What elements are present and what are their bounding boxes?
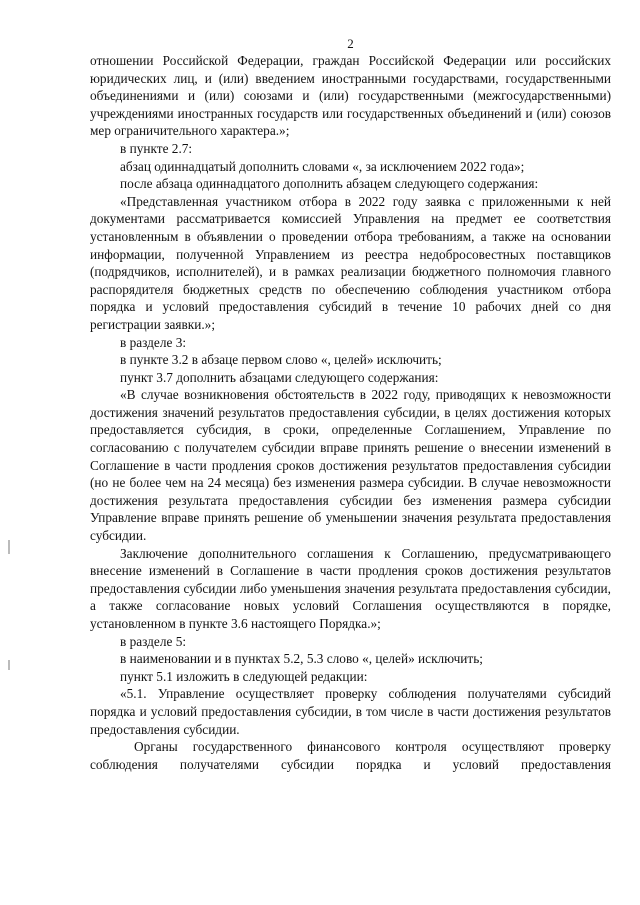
paragraph: пункт 5.1 изложить в следующей редакции: <box>120 668 368 684</box>
paragraph: Заключение дополнительного соглашения к Соглашению, предусматривающего внесение изменений в Соглашение в части продления сроков достижения результатов предоставления субсидии либо уменьшения значения результата предоставления субсидии, а также согласование новых условий Соглашения осуществляются в порядке, установленном в пункте 3.6 настоящего Порядка.»; <box>90 545 611 631</box>
scan-edge-mark <box>8 540 10 554</box>
paragraph: в пункте 2.7: <box>120 140 193 156</box>
page-number: 2 <box>347 36 354 51</box>
paragraph: пункт 3.7 дополнить абзацами следующего содержания: <box>120 369 439 385</box>
paragraph: в разделе 3: <box>120 334 187 350</box>
scan-edge-mark <box>8 660 10 670</box>
paragraph: «Представленная участником отбора в 2022 году заявка с приложенными к ней документами рассматривается комиссией Управления на предмет ее соответствия установленным в объявлении о проведении отбора требованиям, а также на основании информации, полученной Управлением из реестра недобросовестных поставщиков (подрядчиков, исполнителей), и в рамках реализации бюджетного полномочия главного распорядителя бюджетных средств по обеспечению соблюдения участником отбора порядка и условий предоставления субсидий в течение 10 рабочих дней со дня регистрации заявки.»; <box>90 193 611 332</box>
paragraph: «5.1. Управление осуществляет проверку соблюдения получателями субсидий порядка и условий предоставления субсидии, в том числе в части достижения результатов предоставления субсидии. <box>90 686 611 737</box>
paragraph: отношении Российской Федерации, граждан Российской Федерации или российских юридических лиц, и (или) введением иностранными государствами, государственными объединениями и (или) союзами и (или) государственными (межгосударственными) учреждениями иностранных государств или государственных объединений и (или) союзов мер ограничительного характера.»; <box>90 53 611 139</box>
paragraph: после абзаца одиннадцатого дополнить абзацем следующего содержания: <box>120 176 539 192</box>
paragraph: абзац одиннадцатый дополнить словами «, за исключением 2022 года»; <box>120 158 525 174</box>
paragraph: в пункте 3.2 в абзаце первом слово «, целей» исключить; <box>120 352 442 368</box>
paragraph: в разделе 5: <box>120 633 187 649</box>
paragraph: «В случае возникновения обстоятельств в 2022 году, приводящих к невозможности достижения значений результатов предоставления субсидии, в целях достижения которых предоставляется субсидия, в сроки, определенные Соглашением, Управление по согласованию с получателем субсидии вправе принять решение о внесении изменений в Соглашение в части продления сроков достижения результатов предоставления субсидии (но не более чем на 24 месяца) без изменения размера субсидии. В случае невозможности достижения результата предоставления субсидии без изменения размера субсидии Управление вправе принять решение об уменьшении значения результата предоставления субсидии. <box>90 387 611 544</box>
document-body <box>90 52 611 773</box>
paragraph: в наименовании и в пунктах 5.2, 5.3 слово «, целей» исключить; <box>120 651 483 667</box>
paragraph: Органы государственного финансового контроля осуществляют проверку соблюдения получателями субсидии порядка и условий предоставления <box>90 739 611 772</box>
